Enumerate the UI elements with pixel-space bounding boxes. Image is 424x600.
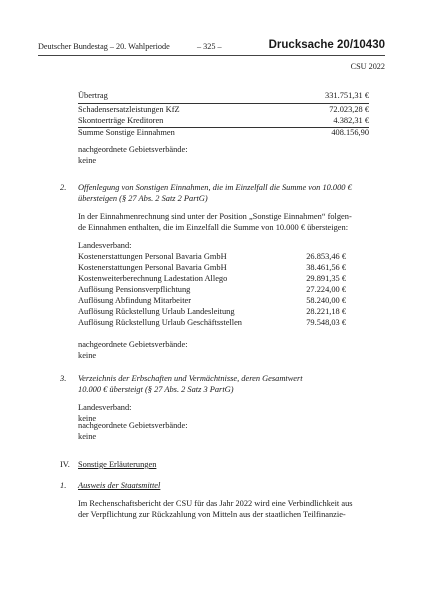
section-iv-para-line1: Im Rechenschaftsbericht der CSU für das Jahr 2022 wird eine Verbindlichkeit aus: [78, 499, 353, 508]
section-iv-1-title: Ausweis der Staatsmittel: [78, 481, 161, 490]
item-amount: 79.548,03 €: [306, 318, 346, 327]
section-2-heading-line2: übersteigen (§ 27 Abs. 2 Satz 2 PartG): [78, 193, 208, 203]
row-label: Skontoerträge Kreditoren: [78, 116, 164, 125]
document-number: Drucksache 20/10430: [268, 39, 385, 51]
table-row: [78, 117, 369, 125]
item-label: Auflösung Rückstellung Urlaub Landesleitung: [78, 307, 235, 316]
row-amount: 4.382,31 €: [333, 116, 369, 125]
section-3-sub-label: nachgeordnete Gebietsverbände:: [78, 421, 188, 430]
table-row: [78, 106, 369, 114]
section-iv-1-number: 1.: [60, 481, 67, 490]
section-2-sub-label: nachgeordnete Gebietsverbände:: [78, 340, 188, 349]
section-iv-title: Sonstige Erläuterungen: [78, 460, 157, 469]
list-item: [78, 319, 346, 327]
item-amount: 58.240,00 €: [306, 296, 346, 305]
section-2-lv-label: Landesverband:: [78, 241, 132, 250]
header-divider: [38, 55, 385, 56]
item-amount: 28.221,18 €: [306, 307, 346, 316]
table-rule: [78, 103, 369, 104]
list-item: [78, 264, 346, 272]
table-row: [78, 92, 369, 100]
section-2-intro-line1: In der Einnahmenrechnung sind unter der Position „Sonstige Einnahmen“ folgen-: [78, 212, 352, 221]
item-amount: 26.853,46 €: [306, 252, 346, 261]
page-number: – 325 –: [197, 42, 222, 51]
row-label: Summe Sonstige Einnahmen: [78, 127, 175, 137]
section-2-heading-line1: Offenlegung von Sonstigen Einnahmen, die im Einzelfall die Summe von 10.000 €: [78, 183, 352, 192]
section-2-number: 2.: [60, 183, 67, 192]
row-amount: 72.023,28 €: [329, 105, 369, 114]
item-label: Kostenerstattungen Personal Bavaria GmbH: [78, 252, 227, 261]
header-left: Deutscher Bundestag – 20. Wahlperiode: [38, 42, 170, 51]
subordinate-value: keine: [78, 155, 97, 165]
row-amount: 408.156,90: [331, 127, 369, 137]
item-label: Kostenerstattungen Personal Bavaria GmbH: [78, 263, 227, 272]
section-3-sub-value: keine: [78, 432, 97, 441]
section-2-sub-value: keine: [78, 351, 97, 360]
section-iv-number: IV.: [60, 460, 70, 469]
item-amount: 38.461,56 €: [306, 263, 346, 272]
section-2-intro-line2: de Einnahmen enthalten, die im Einzelfall die Summe von 10.000 € übersteigen:: [78, 223, 349, 232]
row-amount: 331.751,31 €: [325, 91, 369, 100]
row-label: Übertrag: [78, 91, 108, 100]
section-iv-para-line2: der Verpflichtung zur Rückzahlung von Mitteln aus der staatlichen Teilfinanzie-: [78, 510, 346, 519]
subordinate-label: nachgeordnete Gebietsverbände:: [78, 145, 188, 154]
table-row-total: [78, 129, 369, 137]
section-3-lv-label: Landesverband:: [78, 403, 132, 412]
item-label: Auflösung Abfindung Mitarbeiter: [78, 296, 192, 305]
list-item: [78, 308, 346, 316]
item-amount: 27.224,00 €: [306, 285, 346, 294]
item-label: Auflösung Pensionsverpflichtung: [78, 285, 191, 294]
section-3-lv-value: keine: [78, 414, 97, 423]
list-item: [78, 286, 346, 294]
item-label: Kostenweiterberechnung Ladestation Allego: [78, 274, 228, 283]
list-item: [78, 275, 346, 283]
item-amount: 29.891,35 €: [306, 274, 346, 283]
item-label: Auflösung Rückstellung Urlaub Geschäftsstellen: [78, 318, 242, 327]
section-3-heading-line2: 10.000 € übersteigt (§ 27 Abs. 2 Satz 3 PartG): [78, 384, 234, 394]
row-label: Schadensersatzleistungen KfZ: [78, 105, 180, 114]
party-label: CSU 2022: [350, 62, 385, 71]
list-item: [78, 253, 346, 261]
list-item: [78, 297, 346, 305]
section-3-heading-line1: Verzeichnis der Erbschaften und Vermächtnisse, deren Gesamtwert: [78, 374, 303, 383]
section-3-number: 3.: [60, 374, 67, 383]
